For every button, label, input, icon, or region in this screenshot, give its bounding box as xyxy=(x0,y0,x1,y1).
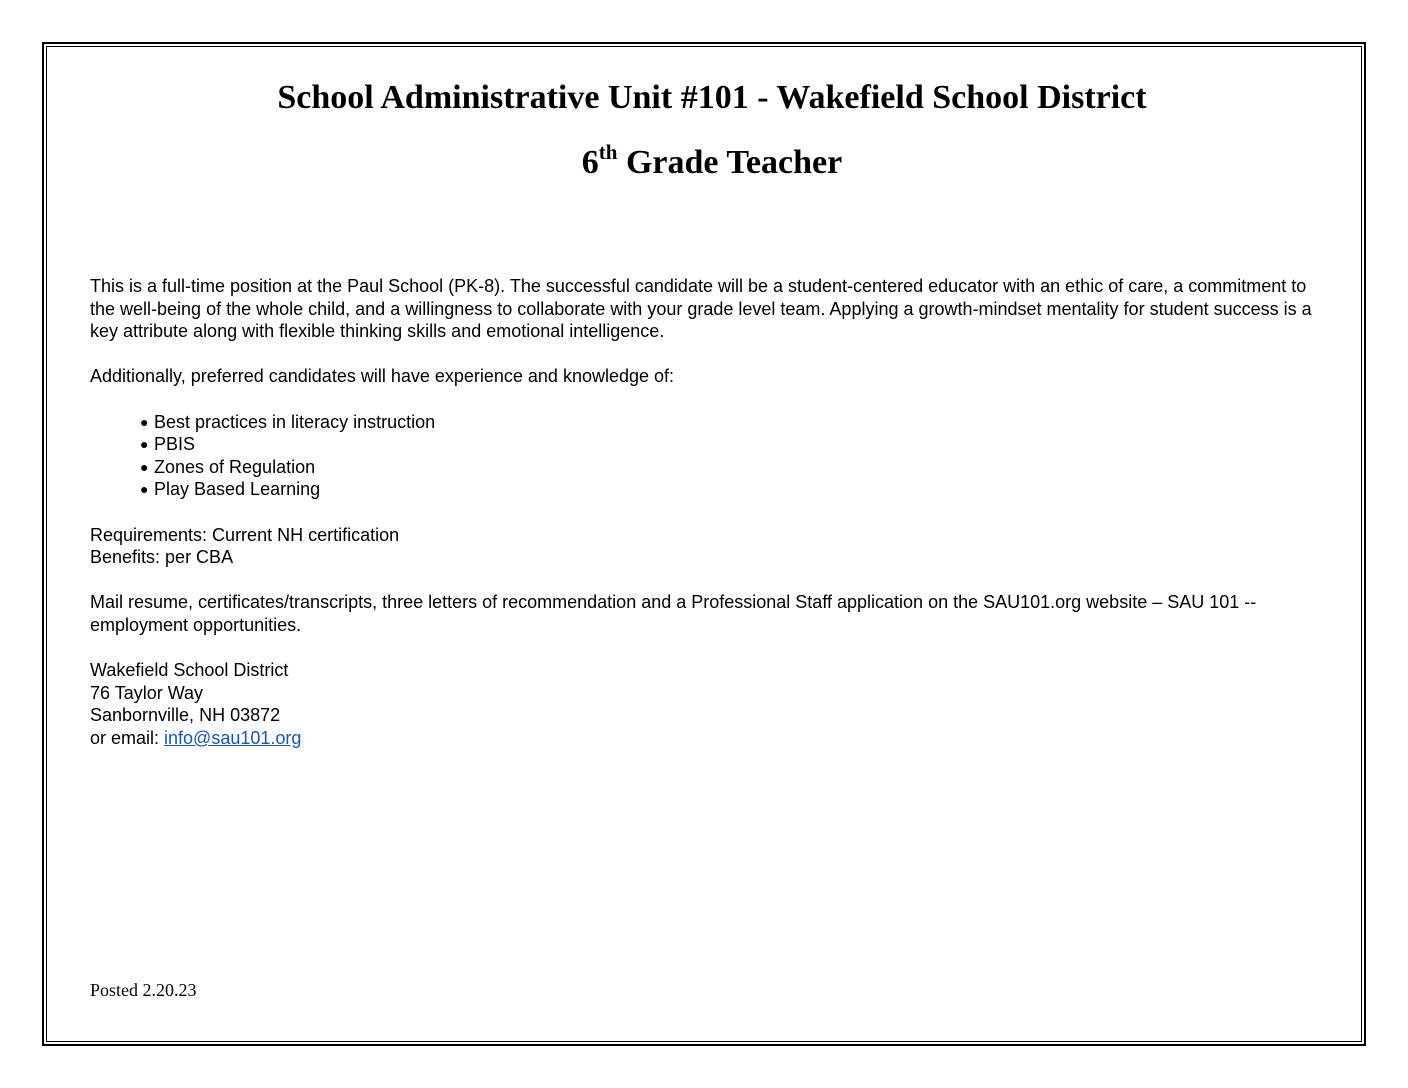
document-title: School Administrative Unit #101 - Wakefield School District xyxy=(277,79,1147,116)
preferred-list xyxy=(90,411,1320,501)
list-item: ● Zones of Regulation xyxy=(140,456,316,477)
mail-instructions: Mail resume, certificates/transcripts, three letters of recommendation and a Professional Staff application on the SAU101.org website – SAU 101 -- employment opportunities. xyxy=(90,592,1257,635)
bullet-icon: ● xyxy=(140,458,149,475)
position-rest: Grade Teacher xyxy=(617,144,843,181)
email-prefix: or email: xyxy=(90,727,165,748)
bullet-icon: ● xyxy=(140,481,149,498)
list-item: ● Best practices in literacy instruction xyxy=(140,411,436,432)
contact-city: Sanbornville, NH 03872 xyxy=(90,705,281,726)
position-superscript: th xyxy=(598,139,618,164)
preferred-intro: Additionally, preferred candidates will have experience and knowledge of: xyxy=(90,366,675,387)
contact-street: 76 Taylor Way xyxy=(90,682,204,703)
posted-date: Posted 2.20.23 xyxy=(90,980,197,1000)
position-title xyxy=(0,139,1408,183)
contact-email-line xyxy=(90,727,1320,750)
contact-district: Wakefield School District xyxy=(90,660,289,681)
bullet-icon: ● xyxy=(140,436,149,453)
intro-paragraph: This is a full-time position at the Paul School (PK-8). The successful candidate will be a student-centered educator with an ethic of care, a commitment to the well-being of the whole child, and a willingness to collaborate with your grade level team. Applying a growth-mindset mentality for student success is a key attribute along with flexible thinking skills and emotional intelligence. xyxy=(90,276,1312,342)
email-link[interactable]: info@sau101.org xyxy=(164,727,302,748)
benefits-line: Benefits: per CBA xyxy=(90,547,234,568)
list-item: ● PBIS xyxy=(140,434,196,455)
bullet-icon: ● xyxy=(140,413,149,430)
position-number: 6 xyxy=(581,144,599,181)
job-description xyxy=(90,275,1320,749)
list-item: ● Play Based Learning xyxy=(140,479,321,500)
requirements-line: Requirements: Current NH certification xyxy=(90,524,400,545)
